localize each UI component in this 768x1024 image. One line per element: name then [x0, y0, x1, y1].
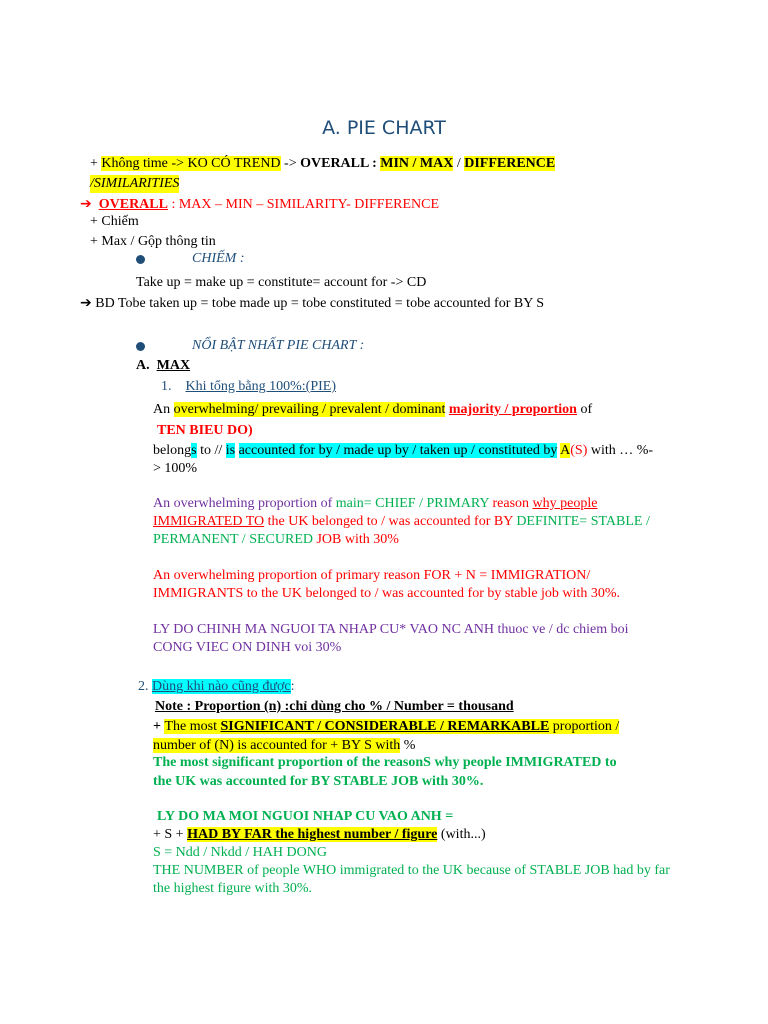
- line-bd-tobe: ➔ BD Tobe taken up = tobe made up = tobe constituted = tobe accounted for BY S: [80, 295, 545, 311]
- line-example-3a: The most significant proportion of the reasonS why people IMMIGRATED to: [153, 755, 617, 770]
- line-100: > 100%: [153, 461, 198, 476]
- line-example-1c: PERMANENT / SECURED JOB with 30%: [153, 532, 399, 547]
- line-example-2b: IMMIGRANTS to the UK belonged to / was accounted for by stable job with 30%.: [153, 586, 620, 601]
- line-similarities: /SIMILARITIES: [90, 176, 180, 191]
- line-most-significant-2: number of (N) is accounted for + BY S with %: [153, 738, 416, 753]
- line-s-ndd: S = Ndd / Nkdd / HAH DONG: [153, 845, 327, 860]
- line-take-up: Take up = make up = constitute= account for -> CD: [136, 275, 427, 290]
- line-ten-bieu-do: TEN BIEU DO): [157, 423, 253, 438]
- arrow-icon: ➔: [80, 196, 92, 212]
- subsection-1: 1. Khi tổng bằng 100%:(PIE): [161, 379, 336, 394]
- line-overall: ➔ OVERALL : MAX – MIN – SIMILARITY- DIFFERENCE: [80, 196, 440, 212]
- line-example-1b: IMMIGRATED TO the UK belonged to / was accounted for BY DEFINITE= STABLE /: [153, 514, 650, 529]
- line-note: Note : Proportion (n) :chỉ dùng cho % / Number = thousand: [155, 699, 514, 714]
- arrow-icon: ➔: [80, 295, 92, 311]
- subsection-2: 2. Dùng khi nào cũng được:: [138, 679, 295, 694]
- line-example-1a: An overwhelming proportion of main= CHIEF / PRIMARY reason why people: [153, 496, 598, 511]
- line-most-significant-1: + The most SIGNIFICANT / CONSIDERABLE / REMARKABLE proportion /: [153, 719, 620, 734]
- bullet-icon: [136, 342, 145, 351]
- line-example-4a: THE NUMBER of people WHO immigrated to the UK because of STABLE JOB had by far: [153, 863, 670, 878]
- line-chiem-heading: CHIẾM :: [192, 251, 245, 266]
- line-example-4b: the highest figure with 30%.: [153, 881, 313, 896]
- line-belongs: belongs to // is accounted for by / made up by / taken up / constituted by A(S) with … %-: [153, 443, 654, 458]
- page-title: A. PIE CHART: [322, 117, 446, 139]
- line-had-by-far: + S + HAD BY FAR the highest number / figure (with...): [153, 827, 486, 842]
- section-a-max: A. MAX: [136, 358, 191, 373]
- line-example-3b: the UK was accounted for BY STABLE JOB with 30%.: [153, 774, 484, 789]
- line-chiem: + Chiếm: [90, 214, 139, 229]
- line-no-time: + Không time -> KO CÓ TREND -> OVERALL : MIN / MAX / DIFFERENCE: [90, 156, 556, 171]
- line-max-gop: + Max / Gộp thông tin: [90, 234, 216, 249]
- line-ly-do-2: CONG VIEC ON DINH voi 30%: [153, 640, 342, 655]
- line-ly-do-3: LY DO MA MOI NGUOI NHAP CU VAO ANH =: [157, 809, 454, 824]
- line-noi-bat: NỔI BẬT NHẤT PIE CHART :: [192, 338, 365, 353]
- line-overwhelming: An overwhelming/ prevailing / prevalent / dominant majority / proportion of: [153, 402, 593, 417]
- bullet-icon: [136, 255, 145, 264]
- line-example-2a: An overwhelming proportion of primary reason FOR + N = IMMIGRATION/: [153, 568, 591, 583]
- line-ly-do-1: LY DO CHINH MA NGUOI TA NHAP CU* VAO NC ANH thuoc ve / dc chiem boi: [153, 622, 629, 637]
